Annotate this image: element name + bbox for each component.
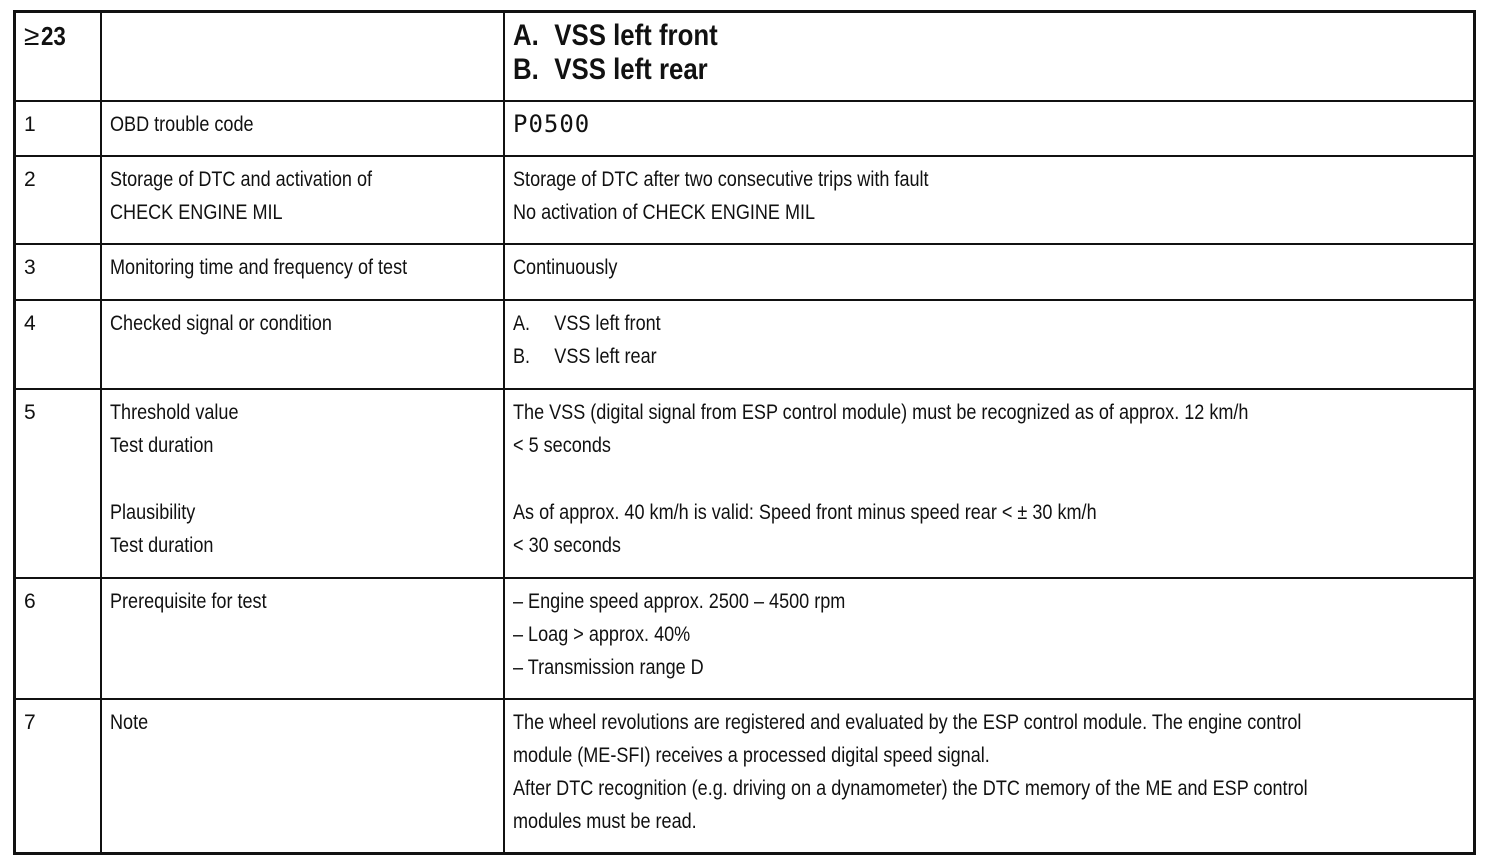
row-number: 6 [16, 578, 101, 699]
page-number: 23 [41, 21, 67, 51]
row-value: Continuously [504, 244, 1473, 300]
header-row [16, 13, 1473, 101]
row-label: OBD trouble code [101, 101, 504, 156]
table-row [16, 699, 1473, 852]
row-number: 3 [16, 244, 101, 300]
header-empty-cell [101, 13, 504, 101]
greater-equal-icon: ≥ [24, 20, 40, 51]
obd-code: P0500 [513, 110, 591, 138]
row-label: Checked signal or condition [101, 300, 504, 389]
row-number: 4 [16, 300, 101, 389]
dtc-spec-table [16, 13, 1473, 852]
row-value: Storage of DTC after two consecutive trips with fault No activation of CHECK ENGINE MIL [504, 156, 1473, 244]
table-row [16, 578, 1473, 699]
title-line-a: A. VSS left front [513, 19, 718, 52]
row-value: The VSS (digital signal from ESP control module) must be recognized as of approx. 12 km/h < 5 seconds As of approx. 40 km/h is valid: Speed front minus speed rear < ± 30 km/h < 30 seconds [504, 389, 1473, 578]
row-value [504, 101, 1473, 156]
row-value: A. VSS left front B. VSS left rear [504, 300, 1473, 389]
row-number: 5 [16, 389, 101, 578]
table-row [16, 156, 1473, 244]
row-number: 2 [16, 156, 101, 244]
row-label: Prerequisite for test [101, 578, 504, 699]
dtc-spec-sheet [13, 10, 1476, 855]
row-value: – Engine speed approx. 2500 – 4500 rpm – Loag > approx. 40% – Transmission range D [504, 578, 1473, 699]
row-label: Monitoring time and frequency of test [101, 244, 504, 300]
row-label: Storage of DTC and activation of CHECK ENGINE MIL [101, 156, 504, 244]
title-line-b: B. VSS left rear [513, 53, 708, 86]
row-number: 7 [16, 699, 101, 852]
row-label: Note [101, 699, 504, 852]
table-row [16, 244, 1473, 300]
table-row [16, 300, 1473, 389]
table-row [16, 101, 1473, 156]
page-number-cell [16, 13, 101, 101]
row-label: Threshold value Test duration Plausibility Test duration [101, 389, 504, 578]
row-value: The wheel revolutions are registered and evaluated by the ESP control module. The engine control module (ME-SFI) receives a processed digital speed signal. After DTC recognition (e.g. driving on a dynamometer) the DTC memory of the ME and ESP control modules must be read. [504, 699, 1473, 852]
row-number: 1 [16, 101, 101, 156]
header-title-cell [504, 13, 1473, 101]
table-row [16, 389, 1473, 578]
